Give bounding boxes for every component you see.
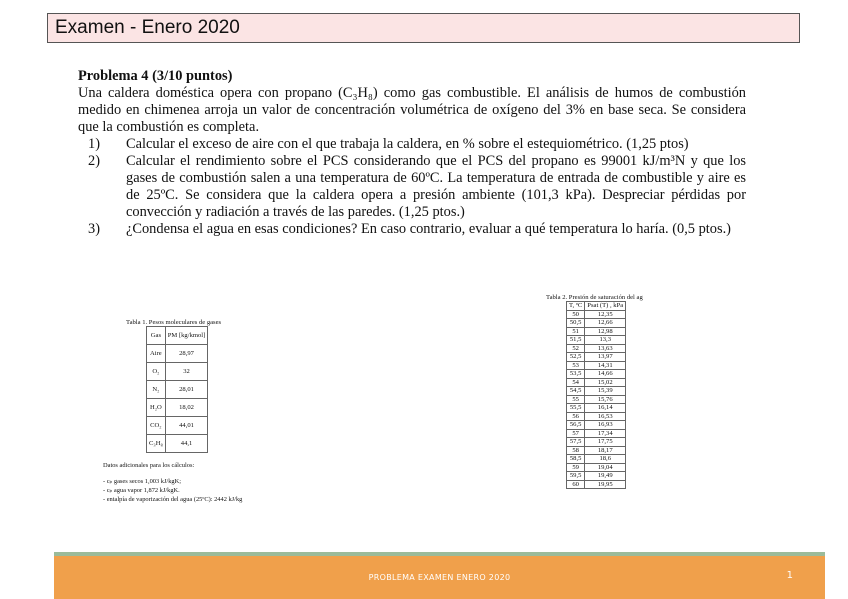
table2-row [567, 353, 626, 362]
table2-row [567, 480, 626, 489]
additional-data [103, 461, 293, 504]
table-cell: 16,53 [585, 412, 626, 421]
table-cell: 59 [567, 463, 585, 472]
table-cell: Aire [147, 345, 166, 363]
slide-title-box [47, 13, 800, 43]
additional-data-line: - cₚ agua vapor 1,872 kJ/kgK. [103, 487, 180, 494]
table-cell: N₂ [147, 381, 166, 399]
table-cell: 28,01 [165, 381, 208, 399]
table-cell: 57 [567, 429, 585, 438]
table-cell: 15,39 [585, 387, 626, 396]
saturation-pressure-table-block [546, 294, 643, 489]
table-cell: 12,66 [585, 319, 626, 328]
table-cell: 28,97 [165, 345, 208, 363]
table-cell: 55 [567, 395, 585, 404]
table-cell: 19,95 [585, 480, 626, 489]
table-cell: 52 [567, 344, 585, 353]
table-cell: 60 [567, 480, 585, 489]
table2-row [567, 387, 626, 396]
table2-row [567, 412, 626, 421]
molecular-weights-table-block [126, 319, 221, 453]
additional-data-line: - entalpía de vaporización del agua (25ºC): 2442 kJ/kg [103, 496, 243, 503]
table-cell: 58,5 [567, 455, 585, 464]
table-cell: 56,5 [567, 421, 585, 430]
question-text: Calcular el exceso de aire con el que trabaja la caldera, en % sobre el estequiométrico. (1,25 ptos) [126, 136, 689, 152]
table-cell: 57,5 [567, 438, 585, 447]
table-cell: C₃H₈ [147, 435, 166, 453]
table1-header-pm: PM [kg/kmol] [165, 327, 208, 345]
table-cell: 15,76 [585, 395, 626, 404]
question-number: 2) [88, 153, 100, 169]
table-cell: H₂O [147, 399, 166, 417]
table2-row [567, 455, 626, 464]
table-cell: 13,97 [585, 353, 626, 362]
table1-row [147, 345, 208, 363]
table-cell: 54 [567, 378, 585, 387]
table-cell: 16,14 [585, 404, 626, 413]
table2-row [567, 336, 626, 345]
table-cell: 12,98 [585, 327, 626, 336]
table2-row [567, 378, 626, 387]
question-item [78, 153, 746, 221]
table-cell: 18,6 [585, 455, 626, 464]
table-cell: 58 [567, 446, 585, 455]
table2-header-temp: T, ºC [567, 302, 585, 311]
table-cell: 32 [165, 363, 208, 381]
table2-row [567, 429, 626, 438]
table-cell: 53,5 [567, 370, 585, 379]
question-number: 1) [88, 136, 100, 152]
table-cell: 51 [567, 327, 585, 336]
table-cell: 19,04 [585, 463, 626, 472]
table-cell: 18,02 [165, 399, 208, 417]
slide-footer [54, 556, 825, 599]
table2-row [567, 404, 626, 413]
table-cell: 16,93 [585, 421, 626, 430]
question-text: ¿Condensa el agua en esas condiciones? En caso contrario, evaluar a qué temperatura lo haría. (0,5 ptos.) [126, 221, 731, 237]
table-cell: 50 [567, 310, 585, 319]
table2-caption: Tabla 2. Presión de saturación del ag [546, 294, 643, 301]
table-cell: 17,75 [585, 438, 626, 447]
problem-intro: Una caldera doméstica opera con propano (C₃H₈) como gas combustible. El análisis de humos de combustión medido en chimenea arroja un valor de concentración volumétrica de oxígeno del 3% en base seca. Se considera que la combustión es completa. [78, 85, 746, 135]
table2-row [567, 319, 626, 328]
table-cell: 50,5 [567, 319, 585, 328]
table-cell: 19,49 [585, 472, 626, 481]
table1-caption: Tabla 1. Pesos moleculares de gases [126, 319, 222, 326]
page-number: 1 [786, 570, 793, 581]
table1-row [147, 417, 208, 435]
table2-row [567, 344, 626, 353]
question-text: Calcular el rendimiento sobre el PCS considerando que el PCS del propano es 99001 kJ/m³N y que los gases de combustión salen a una temperatura de 60ºC. La temperatura de entrada de combustible y aire es de 25ºC. Se considera que la caldera opera a presión ambiente (101,3 kPa). Despreciar pérdidas por convección y radiación a través de las paredes. (1,25 ptos.) [126, 153, 746, 220]
table-cell: 54,5 [567, 387, 585, 396]
table2-row [567, 327, 626, 336]
question-number: 3) [88, 221, 100, 237]
table-cell: 15,02 [585, 378, 626, 387]
table-cell: O₂ [147, 363, 166, 381]
table2-row [567, 463, 626, 472]
table-cell: 44,01 [165, 417, 208, 435]
table-cell: 17,34 [585, 429, 626, 438]
question-list [78, 136, 746, 238]
molecular-weights-table [146, 326, 208, 453]
table-cell: 55,5 [567, 404, 585, 413]
problem-statement [78, 68, 746, 238]
table-cell: CO₂ [147, 417, 166, 435]
table2-row [567, 395, 626, 404]
table-cell: 44,1 [165, 435, 208, 453]
footer-title: PROBLEMA EXAMEN ENERO 2020 [368, 573, 511, 582]
additional-data-title: Datos adicionales para los cálculos: [103, 462, 195, 469]
table-cell: 52,5 [567, 353, 585, 362]
question-item [78, 221, 746, 238]
question-item [78, 136, 746, 153]
table1-row [147, 399, 208, 417]
table2-row [567, 472, 626, 481]
table2-row [567, 310, 626, 319]
table-cell: 14,31 [585, 361, 626, 370]
table2-row [567, 370, 626, 379]
table-cell: 12,35 [585, 310, 626, 319]
table-cell: 59,5 [567, 472, 585, 481]
table2-row [567, 421, 626, 430]
additional-data-line: - cₚ gases secos 1,003 kJ/kgK; [103, 478, 181, 485]
table1-header-gas: Gas [147, 327, 166, 345]
table-cell: 18,17 [585, 446, 626, 455]
table2-row [567, 361, 626, 370]
saturation-pressure-table [566, 301, 626, 489]
slide-title: Examen - Enero 2020 [55, 17, 240, 38]
table2-row [567, 446, 626, 455]
problem-heading: Problema 4 (3/10 puntos) [78, 68, 233, 84]
table-cell: 53 [567, 361, 585, 370]
table1-row [147, 363, 208, 381]
table2-row [567, 438, 626, 447]
table-cell: 51,5 [567, 336, 585, 345]
table-cell: 56 [567, 412, 585, 421]
table2-header-psat: Psat (T) , kPa [585, 302, 626, 311]
table-cell: 13,63 [585, 344, 626, 353]
table-cell: 14,66 [585, 370, 626, 379]
table1-row [147, 381, 208, 399]
table1-row [147, 435, 208, 453]
table-cell: 13,3 [585, 336, 626, 345]
